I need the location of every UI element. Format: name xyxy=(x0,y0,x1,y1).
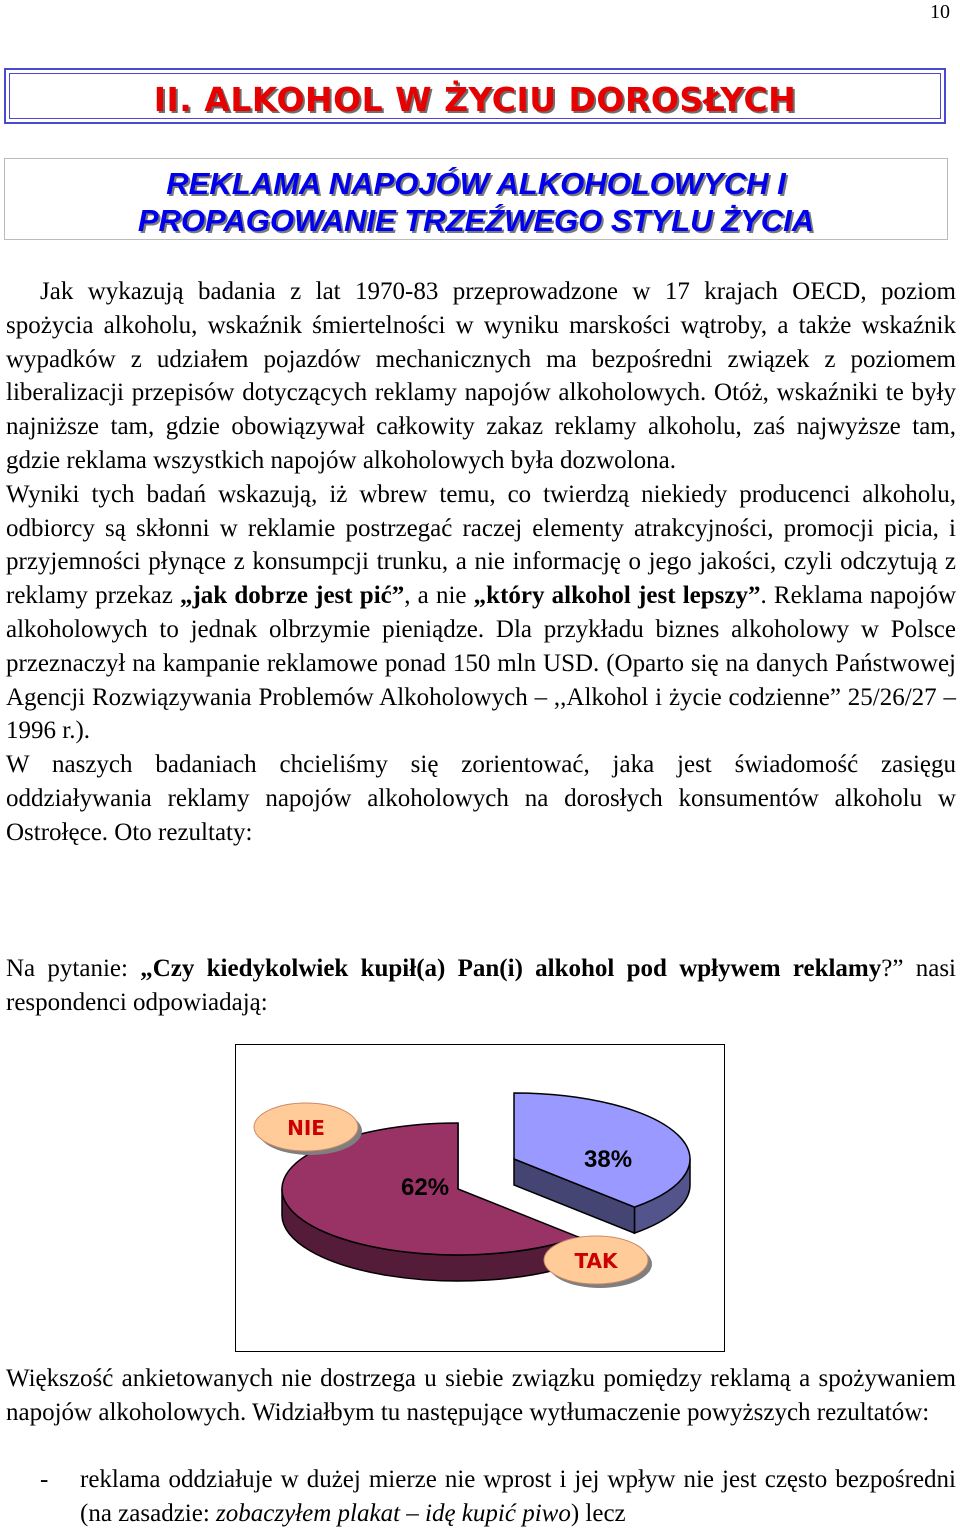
paragraph-2-text-c: , a nie xyxy=(404,582,474,610)
body-text-lower xyxy=(6,1362,956,1430)
chapter-title: II. ALKOHOL W ŻYCIU DOROSŁYCH xyxy=(153,80,797,119)
paragraph-1: Jak wykazują badania z lat 1970-83 przeprowadzone w 17 krajach OECD, poziom spożycia alkoholu, wskaźnik śmiertelności w wyniku marskości wątroby, a także wskaźnik wypadków z udziałem pojazdów mechanicznych ma bezpośredni związek z poziomem liberalizacji przepisów dotyczących reklamy napojów alkoholowych. Otóż, wskaźniki te były najniższe tam, gdzie obowiązywał całkowity zakaz reklamy alkoholu, zaś najwyższe tam, gdzie reklama wszystkich napojów alkoholowych była dozwolona. xyxy=(6,278,956,474)
pie-chart-svg xyxy=(236,1045,724,1351)
paragraph-4-question: „Czy kiedykolwiek kupił(a) Pan(i) alkohol pod wpływem reklamy xyxy=(140,955,882,982)
list-item-1-example: zobaczyłem plakat – idę kupić piwo xyxy=(216,1499,571,1527)
paragraph-2-quote-1: „jak dobrze jest pić” xyxy=(179,582,405,610)
chapter-heading-box xyxy=(4,68,946,124)
pie-chart xyxy=(235,1044,725,1352)
paragraph-4 xyxy=(6,952,956,1020)
paragraph-2-quote-2: „który alkohol jest lepszy” xyxy=(473,582,761,610)
paragraph-4-text-a: Na pytanie: xyxy=(6,955,141,982)
page-number: 10 xyxy=(930,1,950,23)
paragraph-3: W naszych badaniach chcieliśmy się zorientować, jaka jest świadomość zasięgu oddziaływania reklamy napojów alkoholowych na dorosłych konsumentów alkoholu w Ostrołęce. Oto rezultaty: xyxy=(6,751,956,846)
body-text-upper xyxy=(6,275,956,850)
question-paragraph xyxy=(6,952,956,1020)
category-label-tak: TAK xyxy=(574,1249,618,1273)
section-title-line-1: REKLAMA NAPOJÓW ALKOHOLOWYCH I xyxy=(166,166,786,201)
list-item-1-text-a: reklama oddziałuje w dużej mierze nie wprost i jej wpływ nie jest często bezpośredni (na zasadzie: xyxy=(80,1466,956,1527)
paragraph-4-text-c: ?” nasi respondenci odpowiadają: xyxy=(6,955,956,1016)
paragraph-2 xyxy=(6,478,956,748)
paragraph-5: Większość ankietowanych nie dostrzega u siebie związku pomiędzy reklamą a spożywaniem napojów alkoholowych. Widziałbym tu następujące wytłumaczenie powyższych rezultatów: xyxy=(6,1365,956,1426)
paragraph-2-text-a: Wyniki tych badań wskazują, iż wbrew temu, co twierdzą niekiedy producenci alkoholu, odbiorcy są skłonni w reklamie postrzegać raczej elementy atrakcyjności, promocji picia, i przyjemności płynące z konsumpcji trunku, a nie informację o jego jakości, czyli odczytują z reklamy przekaz xyxy=(6,480,956,610)
paragraph-2-text-e: . Reklama napojów alkoholowych to jednak olbrzymie pieniądze. Dla przykładu biznes alkoholowy w Polsce przeznaczył na kampanie reklamowe ponad 150 mln USD. (Oparto się na danych Państwowej Agencji Rozwiązywania Problemów Alkoholowych – ,,Alkohol i życie codzienne” 25/26/27 – 1996 r.). xyxy=(6,582,957,745)
section-heading-box xyxy=(4,158,948,240)
section-title-line-2: PROPAGOWANIE TRZEŹWEGO STYLU ŻYCIA xyxy=(137,203,815,238)
category-label-nie: NIE xyxy=(287,1116,325,1140)
list-bullet: - xyxy=(40,1466,49,1493)
data-label-nie: 62% xyxy=(401,1174,450,1201)
list-item-1-text-c: ) lecz xyxy=(570,1499,626,1527)
list-item-1 xyxy=(80,1463,956,1531)
section-title xyxy=(5,165,947,239)
data-label-tak: 38% xyxy=(584,1146,633,1173)
